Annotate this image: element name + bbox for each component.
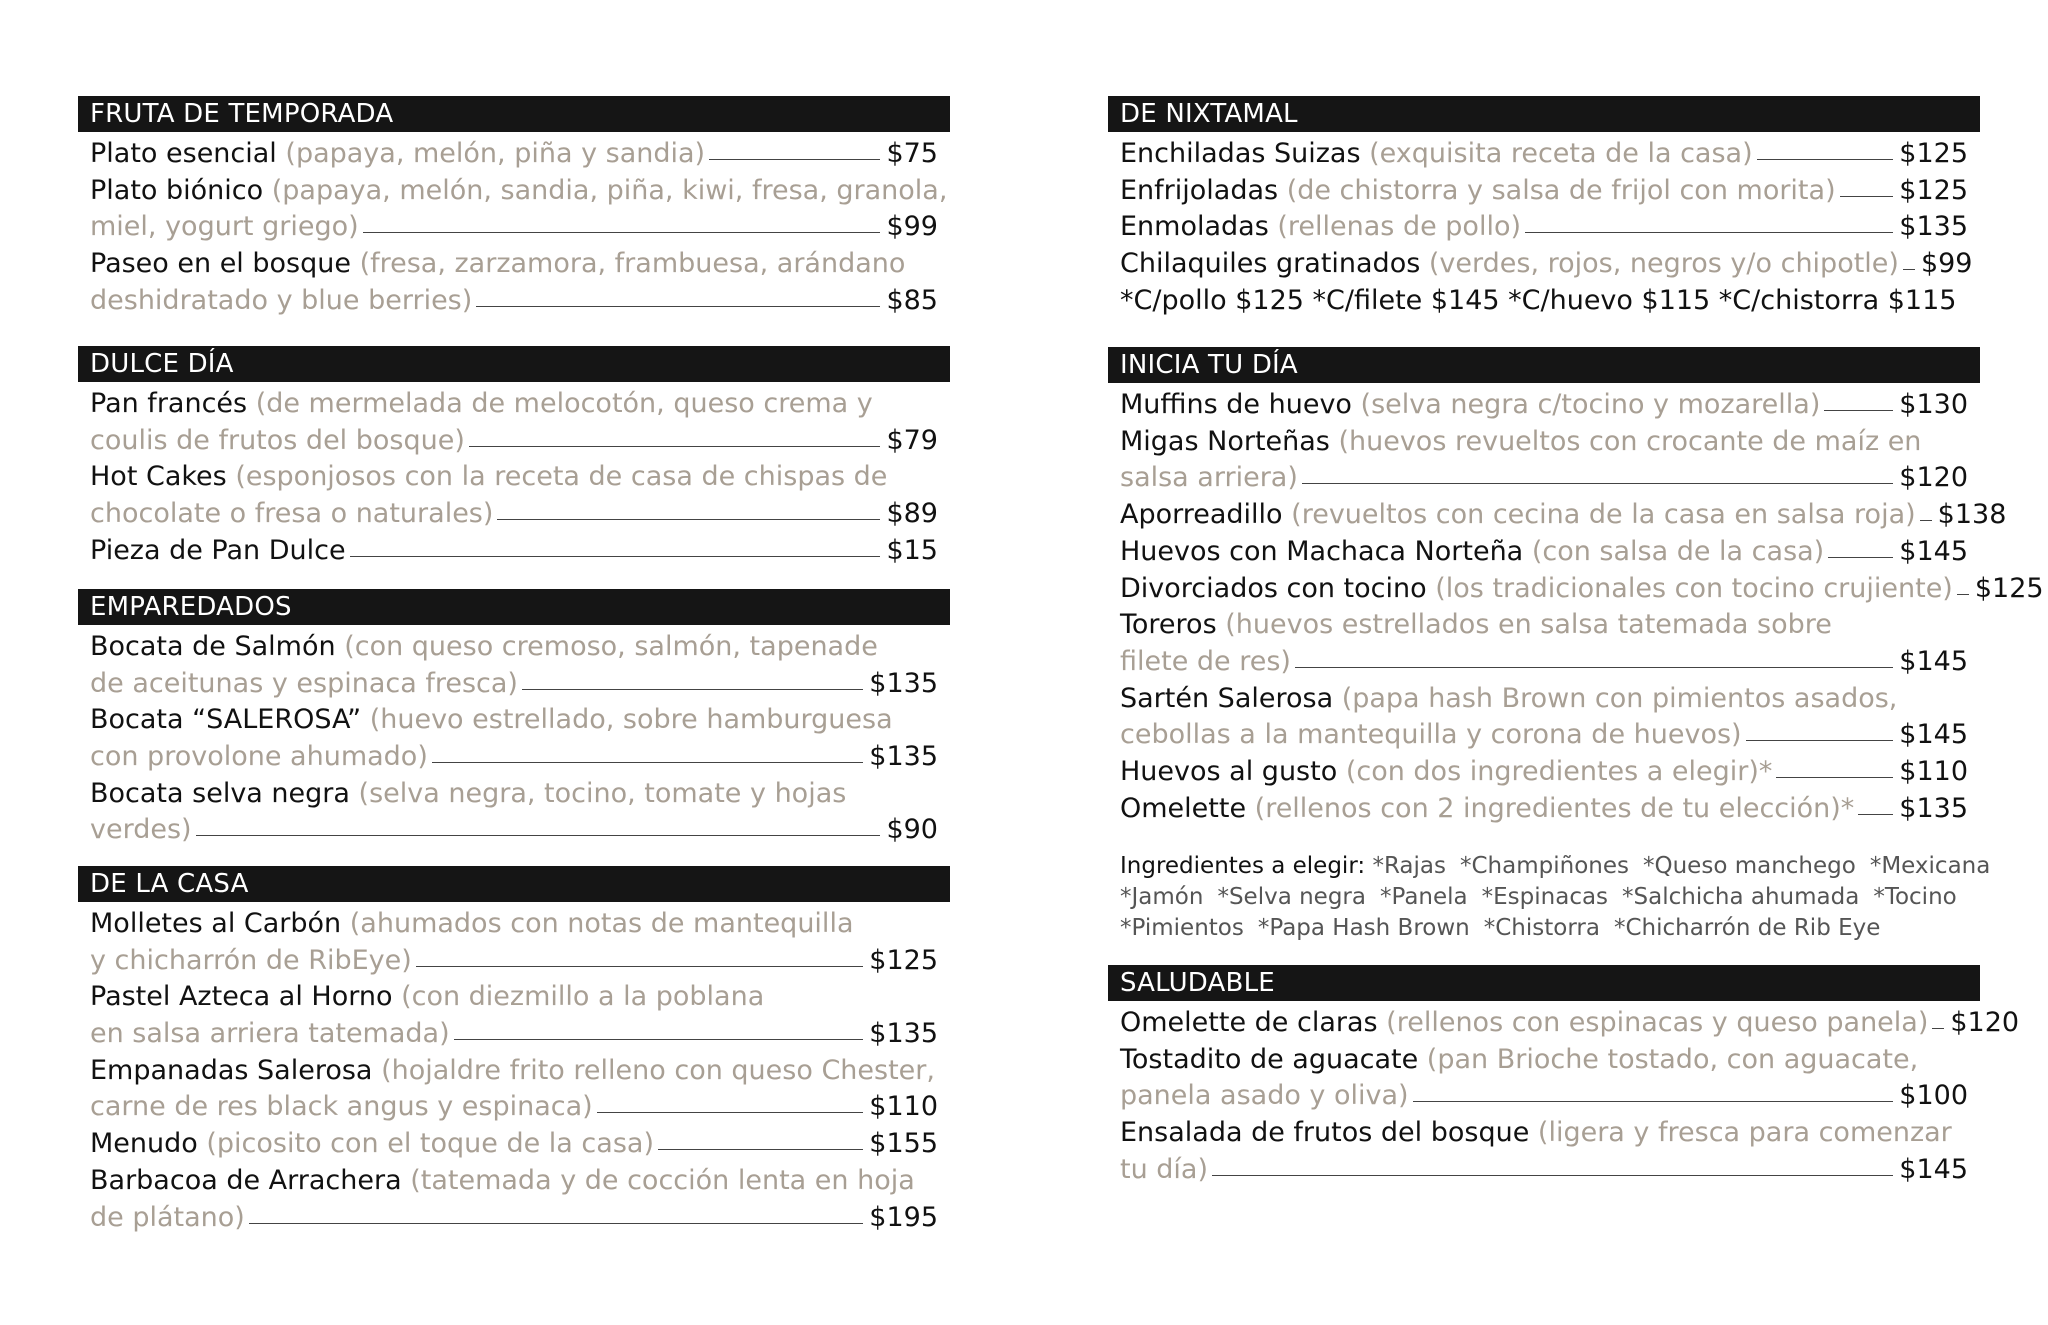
- menu-item: [90, 629, 938, 702]
- menu-item-description: cebollas a la mantequilla y corona de huevos): [1120, 719, 1742, 751]
- menu-item-description: (verdes, rojos, negros y/o chipotle): [1428, 248, 1899, 280]
- menu-item-name: Bocata de Salmón: [90, 631, 345, 662]
- ingredients-list: [1120, 851, 1991, 944]
- menu-item-price: $125: [1974, 572, 2044, 604]
- menu-item-price: $120: [1899, 462, 1968, 494]
- menu-item-line: [1120, 209, 1968, 245]
- ingredients-row: [1120, 851, 1991, 882]
- menu-item: [1120, 1115, 1968, 1188]
- menu-item-price: $120: [1950, 1007, 2020, 1038]
- menu-item-price: $110: [1899, 756, 1968, 787]
- dotted-leader: [1840, 196, 1894, 197]
- menu-item-name: Bocata “SALEROSA”: [90, 704, 370, 736]
- menu-item-line: [90, 1126, 938, 1162]
- ingredients-label: Ingredientes a elegir:: [1120, 853, 1373, 880]
- dotted-leader: [1525, 232, 1893, 233]
- menu-item-name: Paseo en el bosque: [90, 248, 360, 280]
- ingredient-option: *Tocino: [1873, 884, 1957, 911]
- menu-item: [1120, 1042, 1968, 1115]
- menu-item-name: Empanadas Salerosa: [90, 1054, 382, 1086]
- menu-item-line: [90, 1089, 938, 1125]
- dotted-leader: [249, 1223, 863, 1224]
- menu-item: [90, 173, 948, 246]
- menu-item-text: [1120, 173, 1836, 209]
- dotted-leader: [1776, 777, 1893, 778]
- dotted-leader: [1932, 1028, 1944, 1029]
- menu-item-description: con provolone ahumado): [90, 741, 428, 773]
- menu-item-name: Sartén Salerosa: [1120, 682, 1342, 714]
- menu-item: [90, 136, 938, 173]
- menu-item-text: [90, 136, 705, 172]
- ingredient-option: *Selva negra: [1217, 884, 1366, 911]
- menu-item: [1120, 607, 1968, 680]
- menu-item-line: [90, 209, 938, 245]
- menu-item-description: (los tradicionales con tocino crujiente): [1435, 572, 1953, 604]
- menu-item-description: (selva negra, tocino, tomate y hojas: [358, 777, 847, 809]
- menu-item-description: (con dos ingredientes a elegir)*: [1345, 756, 1773, 787]
- menu-item: [1120, 424, 1968, 497]
- menu-item-line: [1120, 460, 1968, 496]
- ingredient-option: *Rajas: [1372, 853, 1446, 880]
- menu-section-emparedados: [78, 589, 950, 846]
- menu-item-line: [1120, 1042, 1968, 1078]
- menu-item-name: Chilaquiles gratinados: [1120, 248, 1429, 280]
- menu-item-line: [90, 1053, 938, 1089]
- menu-item-text: [90, 423, 465, 459]
- menu-item-name: Huevos con Machaca Norteña: [1120, 535, 1532, 567]
- menu-item-description: deshidratado y blue berries): [90, 284, 473, 316]
- menu-item-price: $145: [1899, 719, 1968, 751]
- menu-item-description: chocolate o fresa o naturales): [90, 498, 494, 530]
- menu-item-description: (revueltos con cecina de la casa en salsa roja): [1291, 499, 1916, 531]
- menu-item-name: Enmoladas: [1120, 211, 1278, 243]
- menu-item-line: [90, 739, 938, 775]
- menu-item-line: [1120, 1152, 1968, 1188]
- menu-item-text: [90, 1055, 935, 1086]
- menu-item-text: [90, 1126, 654, 1162]
- menu-item-price: $145: [1899, 1153, 1968, 1185]
- menu-item-name: Tostadito de aguacate: [1120, 1043, 1427, 1075]
- menu-item-line: [90, 173, 948, 209]
- menu-item-price: $135: [869, 667, 938, 699]
- menu-item-line: [1120, 136, 1968, 172]
- menu-item-line: [1120, 791, 1968, 827]
- menu-item: [1120, 246, 1973, 283]
- menu-item-line: [90, 459, 938, 495]
- ingredient-option: *Queso manchego: [1643, 853, 1856, 880]
- menu-item-line: [90, 979, 938, 1015]
- menu-item-text: [90, 283, 472, 319]
- menu-item-text: [90, 1200, 245, 1236]
- menu-item-line: [90, 533, 938, 569]
- menu-item-name: Toreros: [1120, 609, 1226, 641]
- menu-item-line: [90, 423, 938, 459]
- menu-item-name: Plato biónico: [90, 174, 272, 206]
- ingredient-option: *Champiñones: [1460, 853, 1629, 880]
- ingredient-option: *Chicharrón de Rib Eye: [1613, 915, 1881, 942]
- menu-item-line: [1120, 681, 1968, 717]
- menu-item-line: [90, 386, 938, 422]
- ingredient-option: *Panela: [1379, 884, 1468, 911]
- menu-item-line: [1120, 246, 1973, 282]
- menu-item-price: $99: [886, 211, 938, 243]
- menu-item-name: Hot Cakes: [90, 461, 236, 493]
- menu-item-price: $99: [1920, 248, 1973, 280]
- menu-item-text: [1120, 644, 1291, 680]
- dotted-leader: [1746, 740, 1894, 741]
- menu-item-name: Plato esencial: [90, 138, 286, 169]
- menu-item-text: [90, 209, 359, 245]
- menu-item-description: panela asado y oliva): [1120, 1080, 1409, 1112]
- menu-item-description: (rellenas de pollo): [1277, 211, 1521, 243]
- menu-item-price: $89: [886, 498, 938, 530]
- price-options-note: *C/pollo $125 *C/filete $145 *C/huevo $115 *C/chistorra $115: [1120, 284, 1957, 316]
- menu-item-price: $75: [886, 138, 938, 169]
- menu-item-price: $138: [1937, 499, 2007, 531]
- dotted-leader: [432, 762, 863, 763]
- menu-item-text: [1120, 754, 1772, 790]
- menu-item-text: [1120, 426, 1921, 457]
- menu-item: [90, 1163, 938, 1236]
- menu-item-description: (huevos estrellados en salsa tatemada sobre: [1225, 609, 1832, 641]
- menu-item-description: (de mermelada de melocotón, queso crema y: [255, 388, 873, 419]
- menu-item-text: [1120, 717, 1742, 753]
- menu-item-line: [1120, 387, 1968, 423]
- menu-item-text: [90, 533, 346, 569]
- menu-item-name: Barbacoa de Arrachera: [90, 1164, 411, 1196]
- ingredients-row: [1120, 913, 1980, 944]
- menu-item-text: [1120, 460, 1298, 496]
- menu-item-name: Pastel Azteca al Horno: [90, 981, 402, 1013]
- menu-item-text: [90, 739, 428, 775]
- menu-item-text: [90, 461, 887, 492]
- ingredient-option: *Jamón: [1120, 884, 1204, 911]
- menu-item-description: (pan Brioche tostado, con aguacate,: [1426, 1043, 1919, 1075]
- menu-item-name: Omelette de claras: [1120, 1007, 1387, 1038]
- menu-item: [90, 1053, 938, 1126]
- menu-item-price: $85: [886, 284, 938, 316]
- menu-item: [90, 459, 938, 532]
- menu-item-line: [1120, 424, 1968, 460]
- section-header: FRUTA DE TEMPORADA: [78, 96, 950, 132]
- menu-section-dulce-dia: [78, 346, 950, 566]
- menu-item-description: (huevo estrellado, sobre hamburguesa: [369, 704, 893, 736]
- menu-section-saludable: [1108, 965, 2020, 1185]
- menu-item-description: filete de res): [1120, 645, 1291, 677]
- menu-item-line: [1120, 571, 2044, 607]
- menu-item-description: (rellenos con espinacas y queso panela): [1386, 1007, 1929, 1038]
- menu-item: [1120, 571, 2044, 608]
- menu-section-inicia-tu-dia: [1108, 347, 2044, 942]
- menu-item-description: (hojaldre frito relleno con queso Chester,: [381, 1054, 935, 1086]
- dotted-leader: [1302, 483, 1893, 484]
- menu-item-text: [90, 908, 853, 939]
- menu-item-description: en salsa arriera tatemada): [90, 1018, 450, 1050]
- menu-item-line: [1120, 644, 1968, 680]
- menu-item: [1120, 173, 1968, 210]
- dotted-leader: [597, 1112, 864, 1113]
- dotted-leader: [363, 232, 881, 233]
- menu-item: [90, 906, 938, 979]
- ingredient-option: *Salchicha ahumada: [1622, 884, 1860, 911]
- menu-item: [1120, 754, 1968, 791]
- menu-item-line: [90, 1200, 938, 1236]
- dotted-leader: [1858, 814, 1893, 815]
- dotted-leader: [1957, 594, 1969, 595]
- menu-item-line: [90, 1163, 938, 1199]
- ingredient-option: *Mexicana: [1869, 853, 1991, 880]
- section-header: SALUDABLE: [1108, 965, 1980, 1001]
- menu-item-line: [1120, 497, 2007, 533]
- menu-item: [90, 246, 938, 319]
- menu-item: [90, 1126, 938, 1163]
- menu-item-name: Aporreadillo: [1120, 499, 1292, 531]
- menu-item-text: [1120, 1044, 1918, 1075]
- menu-item-price: $130: [1899, 389, 1968, 420]
- dotted-leader: [469, 446, 881, 447]
- dotted-leader: [1212, 1175, 1893, 1176]
- dotted-leader: [1828, 557, 1893, 558]
- menu-item-description: (exquisita receta de la casa): [1369, 138, 1753, 169]
- dotted-leader: [1903, 269, 1915, 270]
- dotted-leader: [1920, 520, 1932, 521]
- menu-item: [1120, 791, 1968, 828]
- dotted-leader: [1824, 410, 1893, 411]
- menu-item: [90, 533, 938, 570]
- menu-item-text: [1120, 497, 1916, 533]
- menu-item-price: $125: [1899, 138, 1968, 169]
- menu-item-line: [90, 1016, 938, 1052]
- menu-item-description: (con queso cremoso, salmón, tapenade: [344, 631, 878, 662]
- menu-item-text: [1120, 1005, 1928, 1041]
- menu-item-description: (huevos revueltos con crocante de maíz en: [1338, 425, 1922, 457]
- dotted-leader: [522, 689, 863, 690]
- section-header: EMPAREDADOS: [78, 589, 950, 625]
- menu-item-description: miel, yogurt griego): [90, 211, 359, 243]
- menu-item: [90, 979, 938, 1052]
- menu-item: [1120, 534, 1968, 571]
- menu-item-line: [1120, 1005, 2020, 1041]
- dotted-leader: [476, 306, 880, 307]
- dotted-leader: [1413, 1101, 1894, 1102]
- menu-item-text: [90, 1089, 593, 1125]
- menu-item-description: verdes): [90, 814, 192, 846]
- ingredient-option: *Chistorra: [1483, 915, 1600, 942]
- menu-item-price: $145: [1899, 535, 1968, 567]
- menu-item-line: [90, 943, 938, 979]
- dotted-leader: [454, 1039, 864, 1040]
- menu-item-name: Muffins de huevo: [1120, 389, 1361, 420]
- menu-item-description: (esponjosos con la receta de casa de chispas de: [235, 461, 888, 493]
- menu-item-text: [90, 175, 947, 206]
- menu-item: [1120, 209, 1968, 246]
- menu-item-description: (de chistorra y salsa de frijol con morita): [1286, 174, 1836, 206]
- menu-item-description: (con salsa de la casa): [1531, 535, 1825, 567]
- menu-item-name: Bocata selva negra: [90, 777, 359, 809]
- menu-item: [90, 776, 938, 849]
- menu-item: [90, 386, 938, 459]
- menu-item-price: $135: [1899, 792, 1968, 824]
- menu-item-description: (ahumados con notas de mantequilla: [349, 908, 854, 939]
- menu-item-text: [1120, 246, 1899, 282]
- menu-section-de-nixtamal: [1108, 96, 1980, 316]
- menu-item-price: $125: [1899, 174, 1968, 206]
- menu-item-price: $125: [869, 944, 938, 976]
- menu-item-text: [1120, 571, 1953, 607]
- menu-item-line: [1120, 1078, 1968, 1114]
- menu-item-name: Divorciados con tocino: [1120, 572, 1436, 604]
- dotted-leader: [497, 519, 880, 520]
- menu-item-text: [90, 981, 764, 1012]
- menu-item-text: [1120, 1117, 1952, 1148]
- menu-item-text: [1120, 534, 1824, 570]
- menu-item-price: $195: [869, 1201, 938, 1233]
- menu-item-text: [90, 631, 878, 662]
- menu-item-description: tu día): [1120, 1153, 1209, 1185]
- menu-item-description: coulis de frutos del bosque): [90, 424, 465, 456]
- section-header: DULCE DÍA: [78, 346, 950, 382]
- menu-item-description: (con diezmillo a la poblana: [401, 981, 765, 1013]
- menu-item-name: Pieza de Pan Dulce: [90, 534, 346, 566]
- section-header: INICIA TU DÍA: [1108, 347, 1980, 383]
- menu-item-description: (papaya, melón, piña y sandia): [285, 138, 706, 169]
- menu-item-name: Ensalada de frutos del bosque: [1120, 1117, 1538, 1149]
- menu-item-text: [90, 778, 846, 809]
- dotted-leader: [1295, 667, 1893, 668]
- dotted-leader: [196, 835, 881, 836]
- menu-item-price: $135: [869, 1018, 938, 1050]
- ingredient-option: *Papa Hash Brown: [1257, 915, 1470, 942]
- section-header: DE LA CASA: [78, 866, 950, 902]
- menu-item-text: [90, 388, 873, 419]
- menu-item-text: [1120, 209, 1521, 245]
- menu-item-text: [1120, 136, 1753, 172]
- menu-item-line: [90, 666, 938, 702]
- section-header: DE NIXTAMAL: [1108, 96, 1980, 132]
- menu-item-description: de plátano): [90, 1201, 245, 1233]
- menu-item-description: (picosito con el toque de la casa): [206, 1128, 654, 1160]
- menu-item-text: [90, 496, 493, 532]
- menu-item-line: [1120, 717, 1968, 753]
- menu-section-de-la-casa: [78, 866, 950, 1233]
- menu-item-line: [1120, 1115, 1968, 1151]
- menu-item-description: (tatemada y de cocción lenta en hoja: [410, 1164, 915, 1196]
- menu-item-name: Menudo: [90, 1128, 207, 1160]
- menu-item-line: [90, 136, 938, 172]
- dotted-leader: [350, 556, 881, 557]
- menu-item-line: [90, 283, 938, 319]
- dotted-leader: [658, 1149, 863, 1150]
- ingredient-option: *Espinacas: [1481, 884, 1609, 911]
- menu-item-description: (papa hash Brown con pimientos asados,: [1341, 682, 1898, 714]
- menu-item-description: (ligera y fresca para comenzar: [1537, 1117, 1952, 1149]
- ingredients-row: [1120, 882, 1980, 913]
- menu-item-line: [90, 906, 938, 942]
- menu-item-price: $135: [1899, 211, 1968, 243]
- menu-item-price: $110: [869, 1091, 938, 1123]
- menu-item-text: [90, 1016, 450, 1052]
- menu-item-text: [90, 943, 412, 979]
- menu-item-name: Omelette: [1120, 792, 1255, 824]
- menu-item-name: Enfrijoladas: [1120, 174, 1287, 206]
- menu-item-text: [90, 248, 905, 279]
- menu-item-name: Pan francés: [90, 388, 256, 419]
- menu-item-price: $145: [1899, 645, 1968, 677]
- menu-item-text: [1120, 387, 1820, 423]
- menu-item-description: de aceitunas y espinaca fresca): [90, 667, 518, 699]
- ingredient-option: *Pimientos: [1120, 915, 1244, 942]
- menu-item-line: [90, 702, 938, 738]
- menu-item: [1120, 136, 1968, 173]
- menu-item-description: (fresa, zarzamora, frambuesa, arándano: [359, 248, 906, 280]
- menu-item-text: [1120, 609, 1832, 640]
- menu-section-fruta-de-temporada: [78, 96, 950, 316]
- menu-item: [1120, 681, 1968, 754]
- menu-item-line: [1120, 754, 1968, 790]
- menu-item-line: [90, 629, 938, 665]
- menu-item-line: [1120, 173, 1968, 209]
- menu-item-line: [1120, 534, 1968, 570]
- menu-item-name: Migas Norteñas: [1120, 425, 1339, 457]
- menu-item-line: [90, 246, 938, 282]
- menu-item: [1120, 497, 2007, 534]
- menu-item-text: [90, 704, 893, 735]
- menu-item-price: $90: [886, 814, 938, 846]
- dotted-leader: [709, 159, 880, 160]
- menu-item-price: $79: [886, 424, 938, 456]
- menu-item: [1120, 1005, 2020, 1042]
- menu-item-line: [90, 812, 938, 848]
- menu-item-text: [1120, 683, 1897, 714]
- menu-item-price: $100: [1899, 1080, 1968, 1112]
- menu-item: [90, 702, 938, 775]
- menu-item-text: [1120, 1078, 1409, 1114]
- menu-item-description: (papaya, melón, sandia, piña, kiwi, fresa, granola,: [271, 174, 948, 206]
- menu-item-text: [90, 1165, 915, 1196]
- menu-item-line: [90, 776, 938, 812]
- menu-item-text: [1120, 791, 1854, 827]
- menu-item-text: [90, 812, 192, 848]
- menu-item-price: $135: [869, 741, 938, 773]
- menu-item-name: Molletes al Carbón: [90, 908, 350, 939]
- menu-item-price: $15: [886, 534, 938, 566]
- menu-item-description: y chicharrón de RibEye): [90, 944, 412, 976]
- menu-item: [1120, 387, 1968, 424]
- menu-item-price: $155: [869, 1128, 938, 1160]
- dotted-leader: [1757, 159, 1894, 160]
- menu-item-description: salsa arriera): [1120, 462, 1298, 494]
- menu-item-line: [90, 496, 938, 532]
- dotted-leader: [416, 966, 863, 967]
- menu-item-line: [1120, 607, 1968, 643]
- menu-item-description: (selva negra c/tocino y mozarella): [1360, 389, 1821, 420]
- menu-item-text: [1120, 1152, 1208, 1188]
- menu-item-text: [90, 666, 518, 702]
- menu-item-name: Enchiladas Suizas: [1120, 138, 1370, 169]
- menu-item-name: Huevos al gusto: [1120, 756, 1346, 787]
- menu-item-description: (rellenos con 2 ingredientes de tu elección)*: [1254, 792, 1855, 824]
- menu-item-description: carne de res black angus y espinaca): [90, 1091, 593, 1123]
